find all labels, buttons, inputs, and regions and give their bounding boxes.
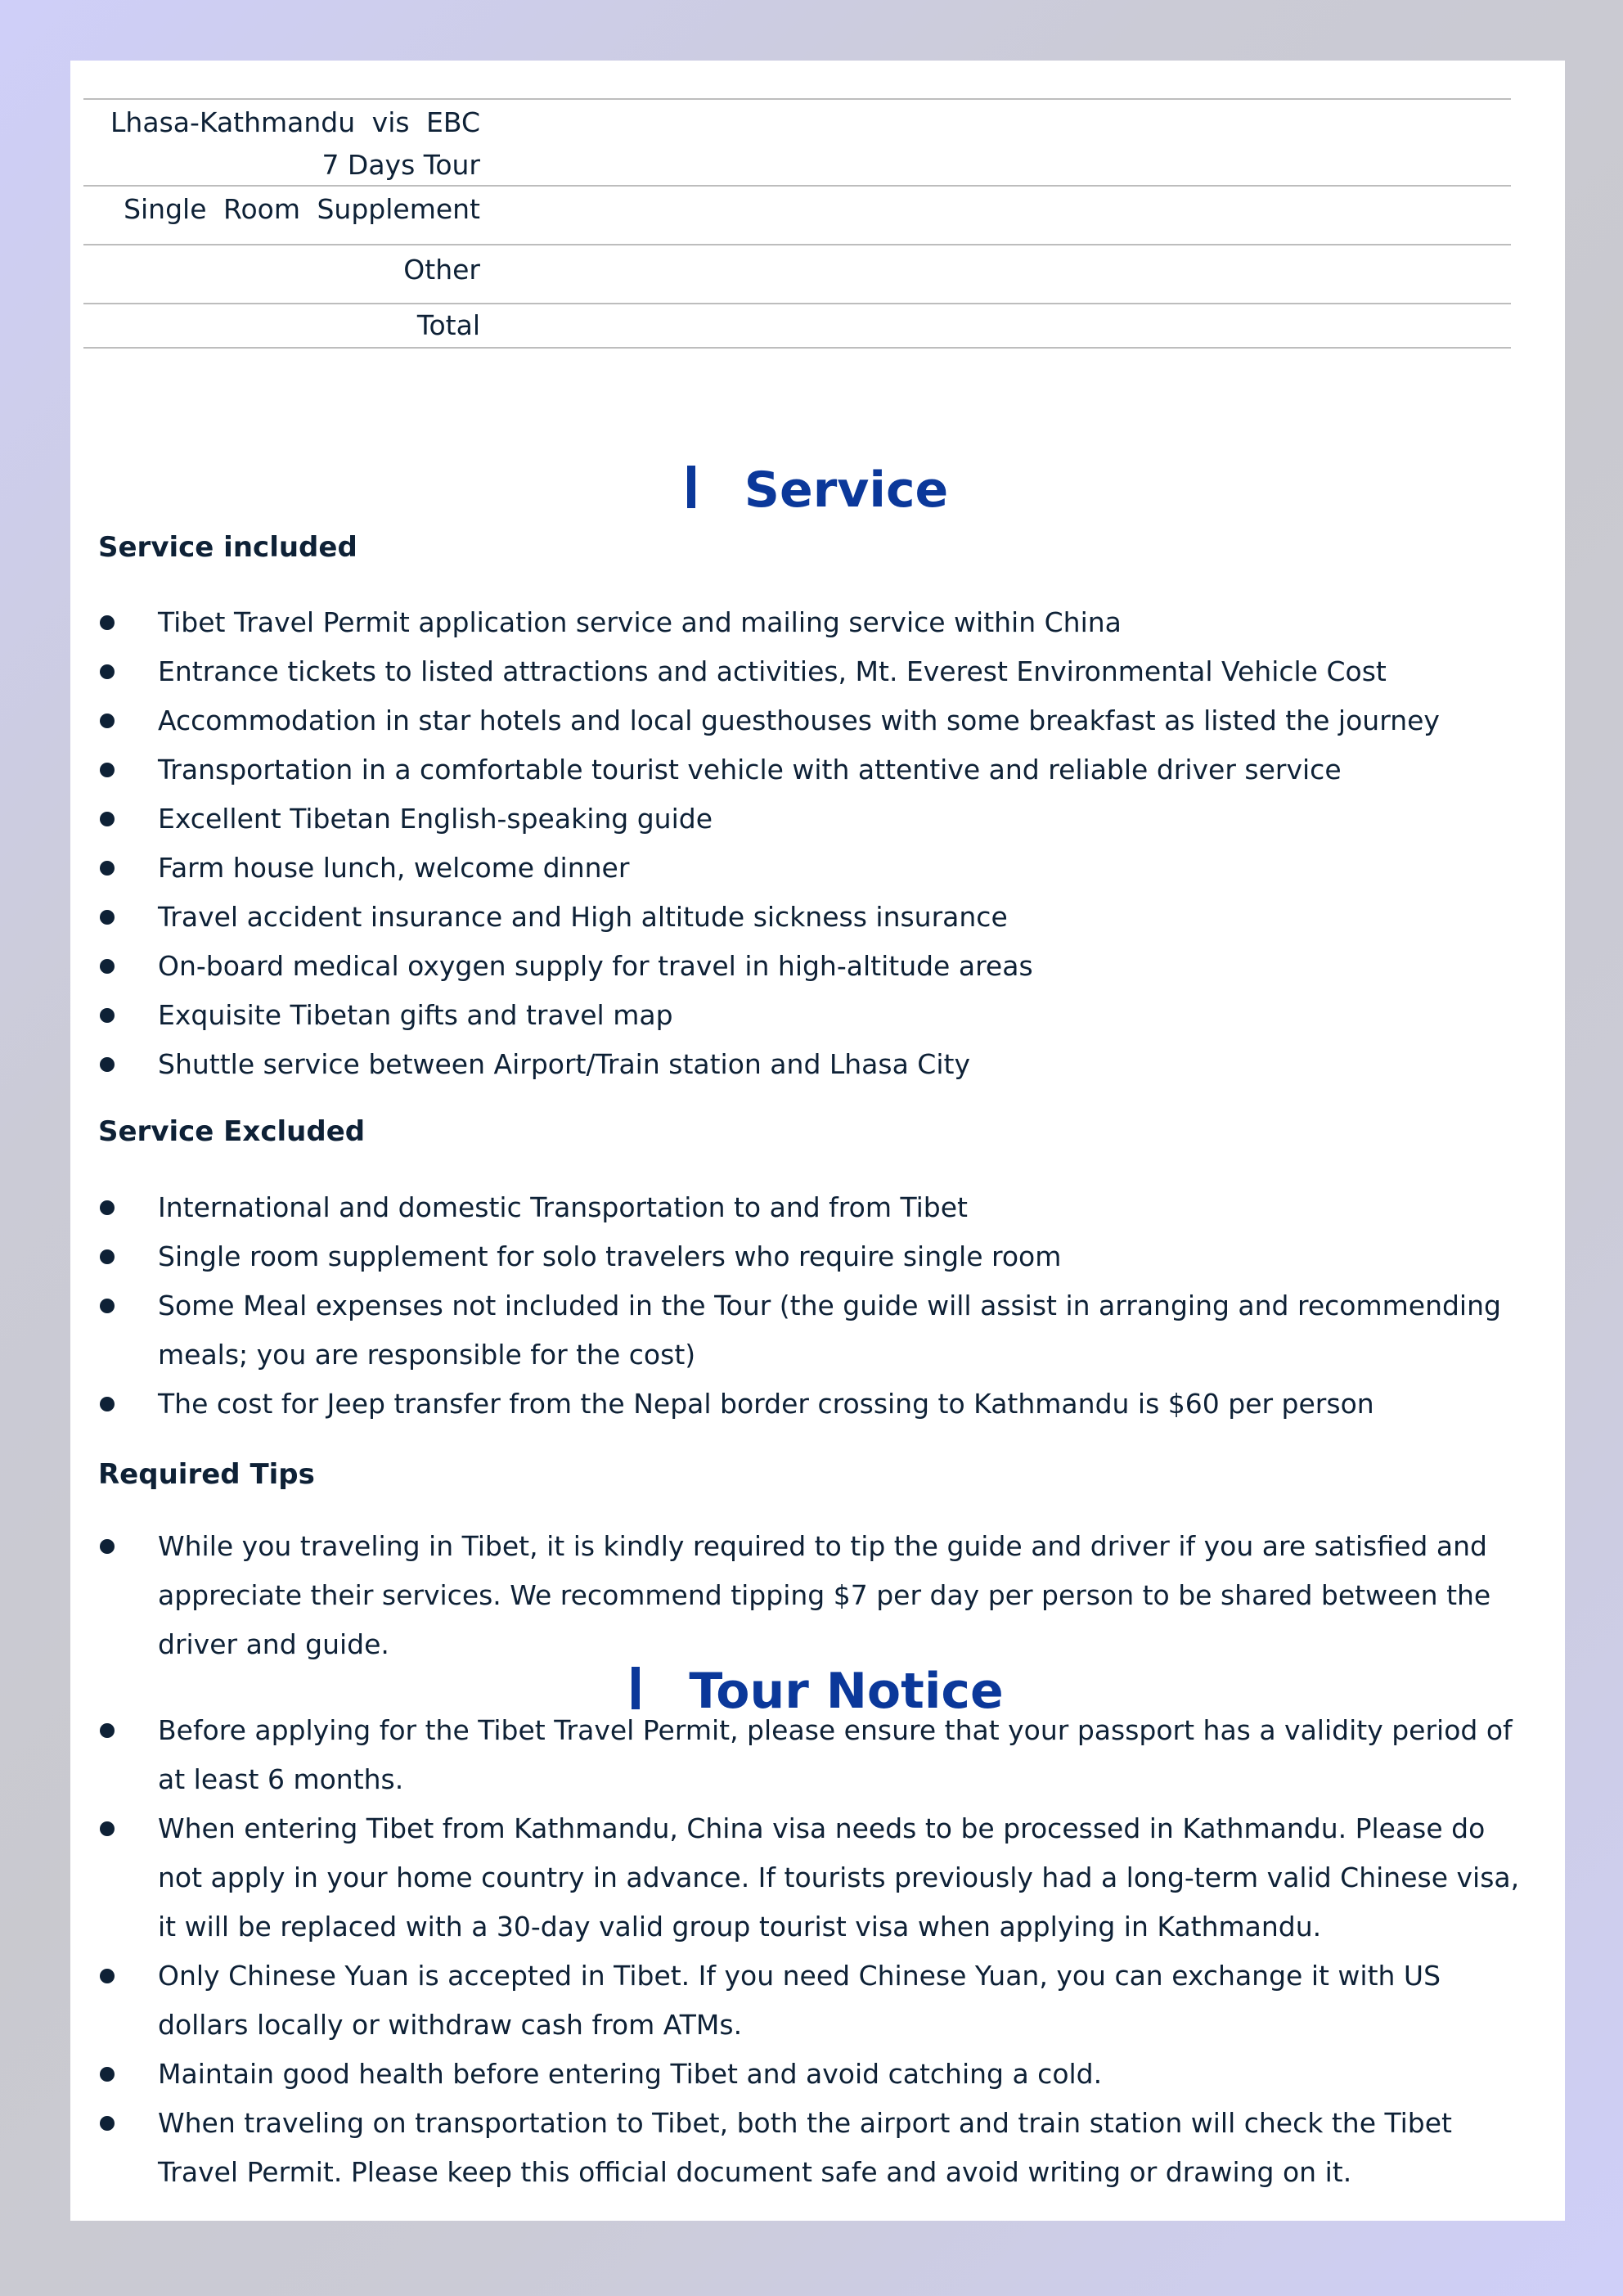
included-item [70, 844, 1565, 893]
bullet-icon [100, 1723, 115, 1738]
excluded-item [70, 1183, 1565, 1232]
list-item-text: Travel accident insurance and High altitude sickness insurance [158, 901, 1008, 933]
list-item-text: Farm house lunch, welcome dinner [158, 852, 630, 884]
included-item [70, 1040, 1565, 1089]
list-item-text: Before applying for the Tibet Travel Permit, please ensure that your passport has a validity period of at least 6 months. [158, 1714, 1513, 1795]
list-item-text: Single room supplement for solo travelers who require single room [158, 1240, 1062, 1272]
list-item-text: Excellent Tibetan English-speaking guide [158, 803, 713, 835]
notice-item [70, 2099, 1565, 2197]
bullet-icon [100, 615, 115, 630]
service-included-heading: Service included [98, 531, 357, 564]
bullet-icon [100, 1008, 115, 1023]
price-row-label: Other [403, 254, 480, 286]
service-included-list [70, 598, 1565, 1089]
bullet-icon [100, 812, 115, 826]
service-title-text: Service [744, 461, 949, 519]
notice-item [70, 2050, 1565, 2099]
title-bar-icon [687, 466, 695, 508]
bullet-icon [100, 763, 115, 777]
list-item-text: Exquisite Tibetan gifts and travel map [158, 999, 673, 1031]
notice-item [70, 1952, 1565, 2050]
excluded-item [70, 1232, 1565, 1281]
tour-notice-list [70, 1706, 1565, 2197]
included-item [70, 893, 1565, 942]
list-item-text: Accommodation in star hotels and local guesthouses with some breakfast as listed the journey [158, 705, 1440, 736]
list-item-text: While you traveling in Tibet, it is kindly required to tip the guide and driver if you are satisfied and appreciate their services. We recommend tipping $7 per day per person to be shared between the driver and guide. [158, 1530, 1491, 1660]
tour-notice-title-text: Tour Notice [689, 1663, 1004, 1720]
notice-item [70, 1804, 1565, 1952]
excluded-item [70, 1380, 1565, 1429]
included-item [70, 647, 1565, 696]
bullet-icon [100, 910, 115, 925]
included-item [70, 745, 1565, 795]
price-row-single-room [83, 185, 1511, 244]
list-item-text: When entering Tibet from Kathmandu, China visa needs to be processed in Kathmandu. Please do not apply in your home country in advance. If tourists previously had a long-term valid Chinese visa, it will be replaced with a 30-day valid group tourist visa when applying in Kathmandu. [158, 1812, 1520, 1943]
list-item-text: Shuttle service between Airport/Train station and Lhasa City [158, 1048, 970, 1080]
list-item-text: Entrance tickets to listed attractions and activities, Mt. Everest Environmental Vehicle Cost [158, 655, 1387, 687]
bullet-icon [100, 664, 115, 679]
bullet-icon [100, 1299, 115, 1313]
bullet-icon [100, 959, 115, 974]
bullet-icon [100, 861, 115, 876]
service-excluded-heading: Service Excluded [98, 1115, 366, 1148]
list-item-text: Tibet Travel Permit application service and mailing service within China [158, 606, 1122, 638]
included-item [70, 795, 1565, 844]
bullet-icon [100, 1397, 115, 1411]
bullet-icon [100, 1057, 115, 1072]
list-item-text: On-board medical oxygen supply for travel in high-altitude areas [158, 950, 1033, 982]
list-item-text: Maintain good health before entering Tibet and avoid catching a cold. [158, 2058, 1103, 2090]
service-excluded-list [70, 1183, 1565, 1429]
bullet-icon [100, 1969, 115, 1983]
included-item [70, 991, 1565, 1040]
required-tips-heading: Required Tips [98, 1458, 315, 1491]
list-item-text: Some Meal expenses not included in the Tour (the guide will assist in arranging and recommending meals; you are responsible for the cost) [158, 1290, 1501, 1371]
excluded-item [70, 1281, 1565, 1380]
list-item-text: The cost for Jeep transfer from the Nepal border crossing to Kathmandu is $60 per person [158, 1388, 1374, 1420]
price-row-label: Total [416, 309, 480, 341]
required-tips-list [70, 1522, 1565, 1669]
bullet-icon [100, 1200, 115, 1215]
notice-item [70, 1706, 1565, 1804]
list-item-text: International and domestic Transportation to and from Tibet [158, 1191, 968, 1223]
price-row-label-2: 7 Days Tour [321, 149, 480, 181]
included-item [70, 942, 1565, 991]
bullet-icon [100, 1249, 115, 1264]
title-bar-icon [632, 1667, 640, 1709]
tip-item [70, 1522, 1565, 1669]
document-page [70, 61, 1565, 2221]
bullet-icon [100, 1821, 115, 1836]
price-table [83, 98, 1511, 349]
list-item-text: Only Chinese Yuan is accepted in Tibet. If you need Chinese Yuan, you can exchange it with US dollars locally or withdraw cash from ATMs. [158, 1960, 1441, 2041]
bullet-icon [100, 714, 115, 728]
list-item-text: Transportation in a comfortable tourist vehicle with attentive and reliable driver service [158, 754, 1342, 786]
list-item-text: When traveling on transportation to Tibet, both the airport and train station will check the Tibet Travel Permit. Please keep this official document safe and avoid writing or drawing on it. [158, 2107, 1452, 2188]
included-item [70, 598, 1565, 647]
bullet-icon [100, 2116, 115, 2131]
price-row-tour [83, 98, 1511, 185]
bullet-icon [100, 2067, 115, 2082]
price-row-label: Lhasa-Kathmandu vis EBC [110, 106, 480, 138]
price-row-label: Single Room Supplement [124, 193, 480, 225]
price-row-other [83, 244, 1511, 303]
included-item [70, 696, 1565, 745]
price-row-total [83, 303, 1511, 349]
service-title [70, 461, 1565, 519]
bullet-icon [100, 1539, 115, 1554]
